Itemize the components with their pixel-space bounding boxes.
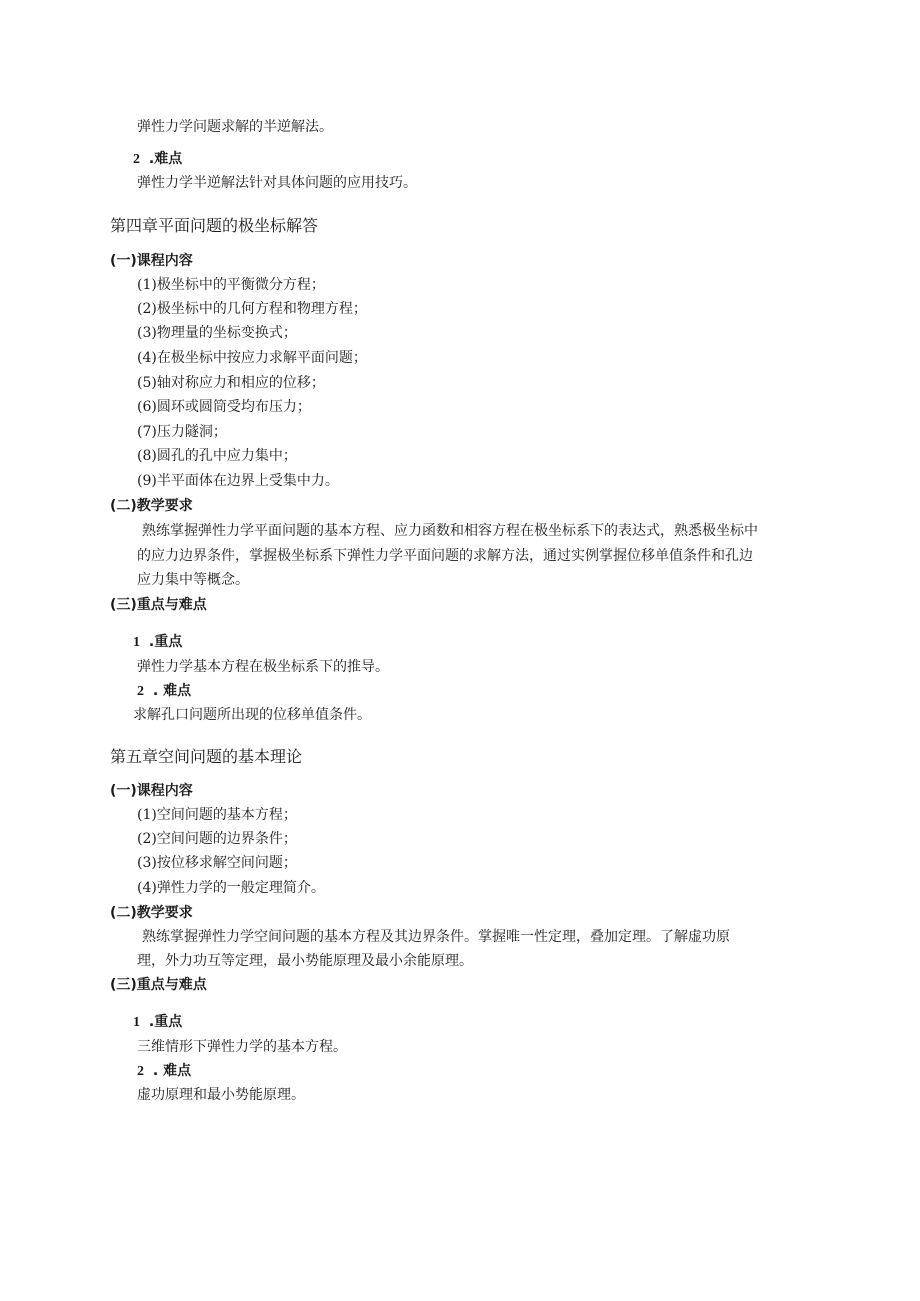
subheading-key: 1 .重点 bbox=[133, 1014, 183, 1030]
list-item: (4)弹性力学的一般定理简介。 bbox=[137, 880, 325, 896]
chapter-title: 第四章平面问题的极坐标解答 bbox=[110, 216, 319, 235]
body-text: 弹性力学基本方程在极坐标系下的推导。 bbox=[137, 659, 389, 675]
section-heading: (一)课程内容 bbox=[110, 253, 193, 269]
list-item: (5)轴对称应力和相应的位移； bbox=[137, 375, 325, 391]
list-item: (8)圆孔的孔中应力集中； bbox=[137, 448, 297, 464]
list-item: (2)空间问题的边界条件； bbox=[137, 831, 297, 847]
body-text: 虚功原理和最小势能原理。 bbox=[137, 1087, 305, 1103]
subheading-key: 1 .重点 bbox=[133, 634, 183, 650]
paragraph-line: 熟练掌握弹性力学平面问题的基本方程、应力函数和相容方程在极坐标系下的表达式，熟悉极坐标中 bbox=[142, 523, 758, 539]
section-heading: (二)教学要求 bbox=[110, 498, 193, 514]
list-item: (1)空间问题的基本方程； bbox=[137, 807, 297, 823]
section-heading: (一)课程内容 bbox=[110, 783, 193, 799]
paragraph-line: 应力集中等概念。 bbox=[137, 572, 249, 588]
body-text: 弹性力学半逆解法针对具体问题的应用技巧。 bbox=[137, 175, 417, 191]
paragraph-line: 的应力边界条件，掌握极坐标系下弹性力学平面问题的求解方法，通过实例掌握位移单值条件和孔边 bbox=[137, 548, 753, 564]
list-item: (4)在极坐标中按应力求解平面问题； bbox=[137, 350, 367, 366]
list-item: (1)极坐标中的平衡微分方程； bbox=[137, 277, 325, 293]
list-item: (9)半平面体在边界上受集中力。 bbox=[137, 473, 339, 489]
subheading-difficulty: 2 . 难点 bbox=[137, 1063, 192, 1079]
body-text: 弹性力学问题求解的半逆解法。 bbox=[137, 119, 333, 135]
list-item: (7)压力隧洞； bbox=[137, 424, 227, 440]
body-text: 三维情形下弹性力学的基本方程。 bbox=[137, 1039, 347, 1055]
paragraph-line: 理，外力功互等定理，最小势能原理及最小余能原理。 bbox=[137, 953, 473, 969]
section-heading: (三)重点与难点 bbox=[110, 597, 207, 613]
list-item: (3)按位移求解空间问题； bbox=[137, 855, 297, 871]
list-item: (3)物理量的坐标变换式； bbox=[137, 325, 297, 341]
body-text: 求解孔口问题所出现的位移单值条件。 bbox=[133, 707, 371, 723]
list-item: (2)极坐标中的几何方程和物理方程； bbox=[137, 301, 367, 317]
chapter-title: 第五章空间问题的基本理论 bbox=[110, 747, 303, 766]
subheading-difficulty: 2 .难点 bbox=[133, 151, 183, 167]
section-heading: (三)重点与难点 bbox=[110, 977, 207, 993]
list-item: (6)圆环或圆筒受均布压力； bbox=[137, 399, 311, 415]
subheading-difficulty: 2 . 难点 bbox=[137, 683, 192, 699]
section-heading: (二)教学要求 bbox=[110, 905, 193, 921]
paragraph-line: 熟练掌握弹性力学空间问题的基本方程及其边界条件。掌握唯一性定理，叠加定理。了解虚功原 bbox=[142, 929, 730, 945]
